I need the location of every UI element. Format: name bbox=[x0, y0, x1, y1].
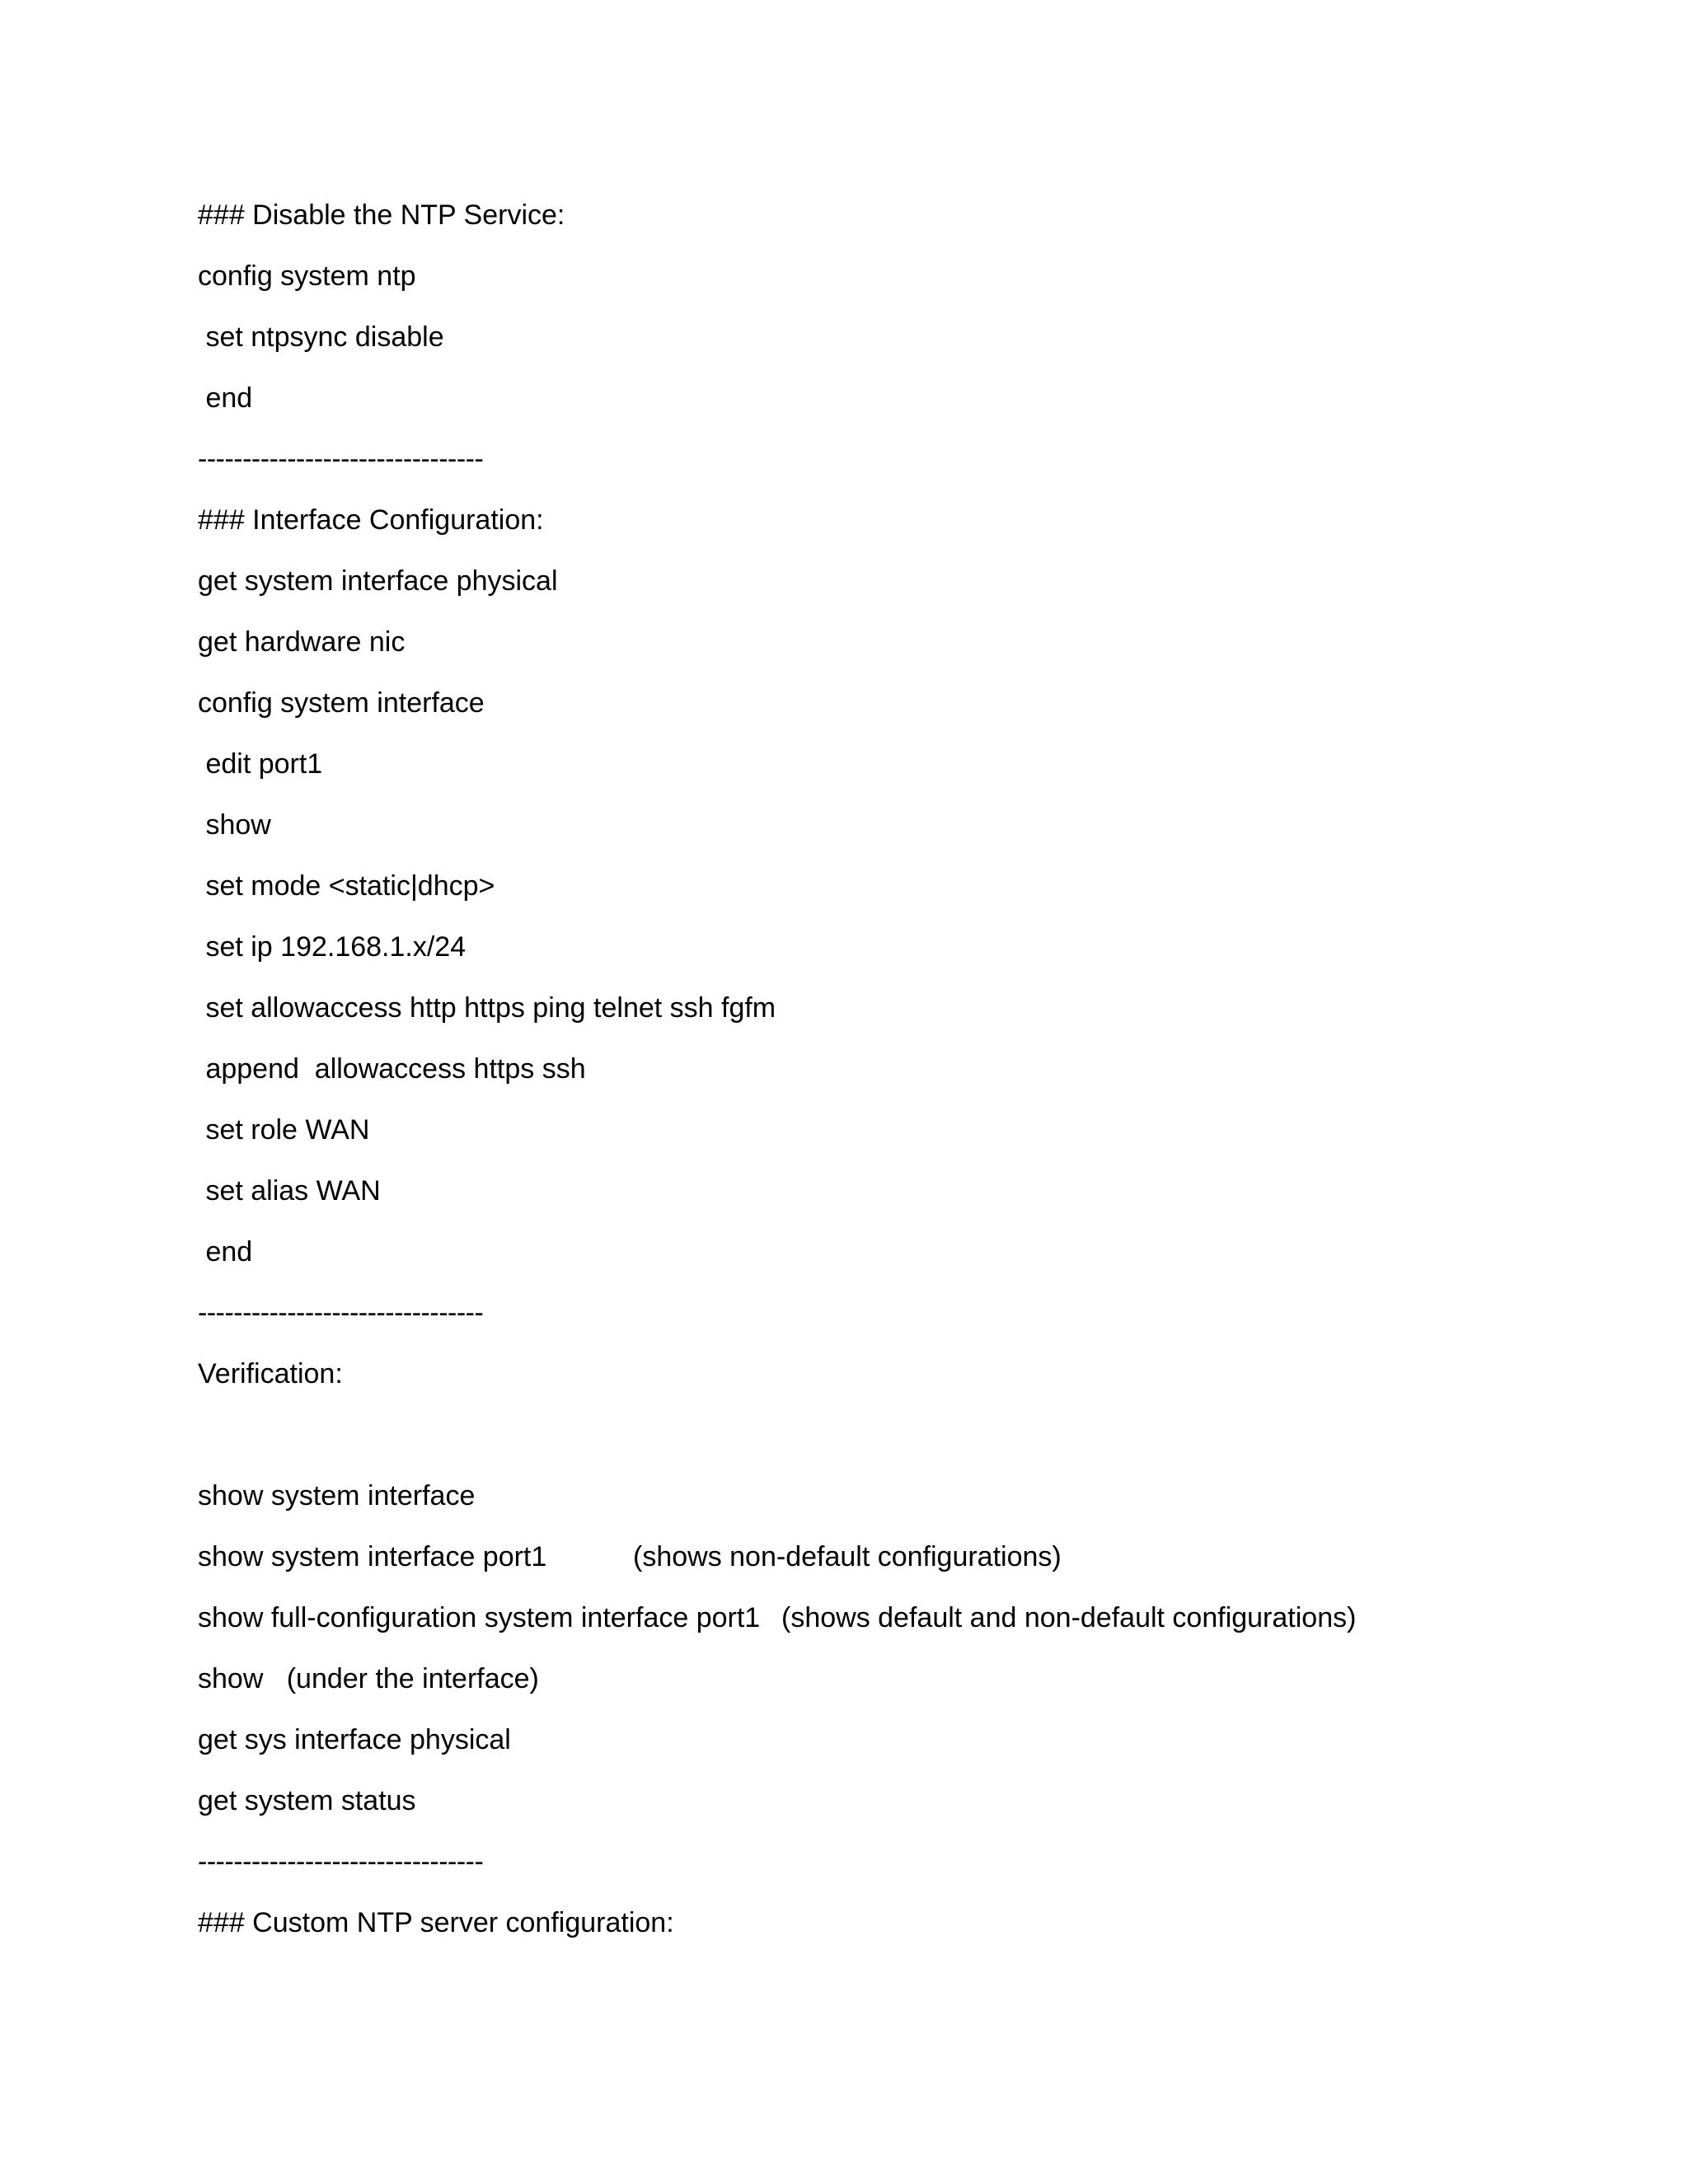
command-line: get system interface physical bbox=[198, 565, 558, 597]
divider: -------------------------------- bbox=[198, 1846, 484, 1877]
heading-custom-ntp: ### Custom NTP server configuration: bbox=[198, 1907, 674, 1938]
command-line: get sys interface physical bbox=[198, 1724, 511, 1755]
command-line: end bbox=[198, 382, 253, 414]
command-line: set mode <static|dhcp> bbox=[198, 870, 495, 902]
command-note: (shows default and non-default configurations) bbox=[781, 1602, 1357, 1633]
divider: -------------------------------- bbox=[198, 443, 484, 475]
command-line: show (under the interface) bbox=[198, 1663, 539, 1694]
command-line: show system interface port1 bbox=[198, 1541, 547, 1572]
command-line: get hardware nic bbox=[198, 626, 406, 658]
command-line: config system interface bbox=[198, 687, 485, 719]
command-line: show full-configuration system interface port1 bbox=[198, 1602, 761, 1633]
command-line: get system status bbox=[198, 1785, 416, 1816]
heading-disable-ntp: ### Disable the NTP Service: bbox=[198, 199, 565, 231]
command-line: set allowaccess http https ping telnet ssh fgfm bbox=[198, 992, 776, 1024]
command-line: set ntpsync disable bbox=[198, 321, 444, 353]
command-line: set role WAN bbox=[198, 1114, 370, 1146]
command-line: edit port1 bbox=[198, 748, 323, 780]
divider: -------------------------------- bbox=[198, 1297, 484, 1329]
command-line: config system ntp bbox=[198, 260, 416, 292]
command-line: append allowaccess https ssh bbox=[198, 1053, 586, 1085]
command-line: show system interface bbox=[198, 1480, 476, 1511]
command-line: show bbox=[198, 809, 271, 841]
command-line: set ip 192.168.1.x/24 bbox=[198, 931, 467, 963]
command-line: end bbox=[198, 1236, 253, 1268]
command-note: (shows non-default configurations) bbox=[633, 1541, 1062, 1572]
command-line: set alias WAN bbox=[198, 1175, 381, 1207]
heading-interface-configuration: ### Interface Configuration: bbox=[198, 504, 544, 536]
heading-verification: Verification: bbox=[198, 1358, 343, 1390]
